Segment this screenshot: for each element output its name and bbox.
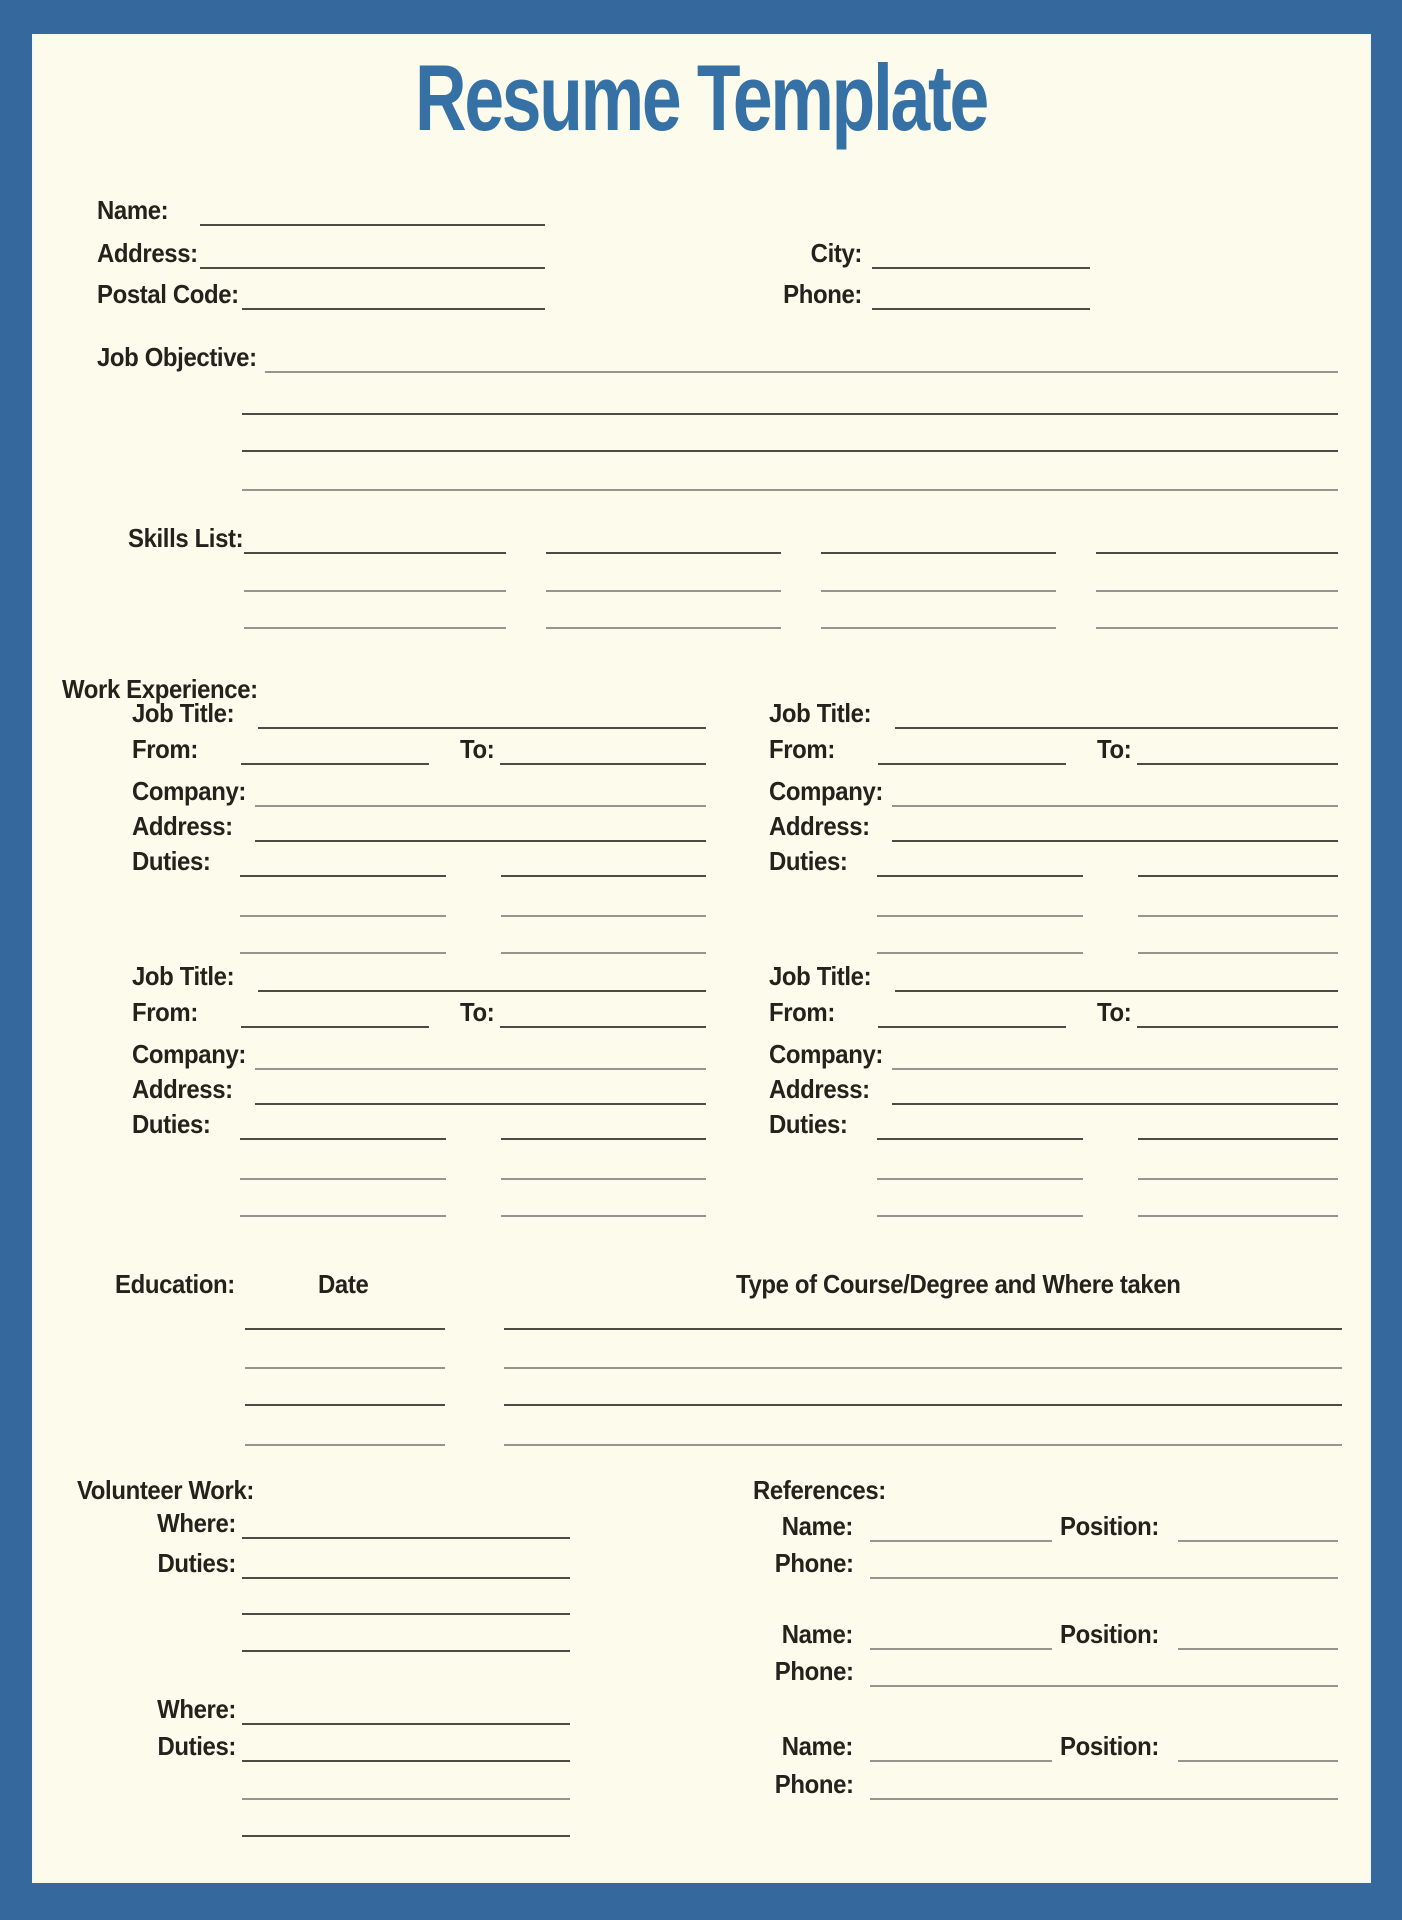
work-block-1-from-line[interactable]	[241, 763, 429, 765]
reference-1-phone-line[interactable]	[870, 1577, 1338, 1579]
name-label: Name:	[97, 195, 169, 225]
volunteer-work-heading: Volunteer Work:	[77, 1475, 254, 1505]
reference-3-name-label: Name:	[781, 1731, 853, 1761]
work-block-2-from-label: From:	[769, 734, 835, 764]
skills-line-r3c4[interactable]	[1096, 627, 1338, 629]
work-block-2-to-label: To:	[1097, 734, 1132, 764]
skills-line-r1c3[interactable]	[821, 552, 1056, 554]
work-block-2-company-line[interactable]	[892, 805, 1338, 807]
reference-2-phone-label: Phone:	[774, 1656, 854, 1686]
work-block-1-duties-line-r2c2[interactable]	[501, 915, 706, 917]
work-block-2-duties-line-r1c2[interactable]	[1138, 875, 1338, 877]
volunteer-2-duties-line-3[interactable]	[242, 1835, 570, 1837]
work-block-2-to-line[interactable]	[1137, 763, 1338, 765]
skills-line-r3c1[interactable]	[244, 627, 506, 629]
work-block-2-duties-line-r1c1[interactable]	[877, 875, 1083, 877]
volunteer-2-duties-label: Duties:	[157, 1731, 236, 1761]
reference-1-name-line[interactable]	[870, 1540, 1052, 1542]
job-objective-line-2[interactable]	[242, 413, 1338, 415]
work-block-3-duties-label: Duties:	[132, 1109, 211, 1139]
work-block-1-company-label: Company:	[132, 776, 247, 806]
job-objective-line-4[interactable]	[242, 489, 1338, 491]
work-block-1-address-line[interactable]	[255, 840, 706, 842]
work-block-4-duties-line-r2c1[interactable]	[877, 1178, 1083, 1180]
work-block-2-job-title-line[interactable]	[895, 727, 1338, 729]
reference-2-name-line[interactable]	[870, 1648, 1052, 1650]
work-block-4-duties-line-r1c1[interactable]	[877, 1138, 1083, 1140]
reference-1-position-label: Position:	[1060, 1511, 1160, 1541]
city-field-line[interactable]	[872, 267, 1090, 269]
reference-2-name-label: Name:	[781, 1619, 853, 1649]
skills-line-r3c3[interactable]	[821, 627, 1056, 629]
work-block-2-duties-line-r3c1[interactable]	[877, 952, 1083, 954]
work-block-2-from-line[interactable]	[878, 763, 1066, 765]
volunteer-1-where-line[interactable]	[242, 1537, 570, 1539]
volunteer-2-duties-line-2[interactable]	[242, 1798, 570, 1800]
volunteer-1-where-label: Where:	[157, 1508, 236, 1538]
phone-field-line[interactable]	[872, 308, 1090, 310]
volunteer-2-where-line[interactable]	[242, 1723, 570, 1725]
work-block-1-duties-label: Duties:	[132, 846, 211, 876]
skills-line-r1c4[interactable]	[1096, 552, 1338, 554]
reference-3-phone-label: Phone:	[774, 1769, 854, 1799]
work-block-4-job-title-label: Job Title:	[769, 961, 872, 991]
work-block-4-to-line[interactable]	[1137, 1026, 1338, 1028]
work-block-2-address-label: Address:	[769, 811, 870, 841]
name-field-line[interactable]	[200, 224, 545, 226]
volunteer-2-duties-line-1[interactable]	[242, 1760, 570, 1762]
work-block-4-duties-line-r2c2[interactable]	[1138, 1178, 1338, 1180]
work-block-3-duties-line-r1c2[interactable]	[501, 1138, 706, 1140]
reference-3-phone-line[interactable]	[870, 1798, 1338, 1800]
education-course-line-1[interactable]	[504, 1328, 1342, 1330]
address-label: Address:	[97, 238, 198, 268]
skills-line-r1c2[interactable]	[546, 552, 781, 554]
education-date-line-3[interactable]	[245, 1404, 445, 1406]
work-block-3-from-label: From:	[132, 997, 198, 1027]
education-course-line-3[interactable]	[504, 1404, 1342, 1406]
work-block-1-duties-line-r1c2[interactable]	[501, 875, 706, 877]
work-block-3-to-label: To:	[460, 997, 495, 1027]
education-date-line-4[interactable]	[245, 1444, 445, 1446]
work-block-4-company-line[interactable]	[892, 1068, 1338, 1070]
volunteer-1-duties-label: Duties:	[157, 1548, 236, 1578]
work-block-3-address-label: Address:	[132, 1074, 233, 1104]
skills-line-r3c2[interactable]	[546, 627, 781, 629]
work-experience-heading: Work Experience:	[62, 674, 258, 704]
work-block-2-address-line[interactable]	[892, 840, 1338, 842]
address-field-line[interactable]	[200, 267, 545, 269]
education-course-header: Type of Course/Degree and Where taken	[736, 1269, 1181, 1299]
reference-3-position-label: Position:	[1060, 1731, 1160, 1761]
reference-2-position-line[interactable]	[1178, 1648, 1338, 1650]
work-block-1-job-title-label: Job Title:	[132, 698, 235, 728]
postal-code-field-line[interactable]	[242, 308, 545, 310]
work-block-1-to-line[interactable]	[500, 763, 706, 765]
postal-code-label: Postal Code:	[97, 279, 239, 309]
work-block-1-duties-line-r1c1[interactable]	[240, 875, 446, 877]
work-block-4-from-line[interactable]	[878, 1026, 1066, 1028]
work-block-3-duties-line-r2c2[interactable]	[501, 1178, 706, 1180]
volunteer-2-where-label: Where:	[157, 1694, 236, 1724]
work-block-4-address-label: Address:	[769, 1074, 870, 1104]
volunteer-1-duties-line-1[interactable]	[242, 1577, 570, 1579]
skills-line-r2c3[interactable]	[821, 590, 1056, 592]
work-block-2-duties-line-r2c2[interactable]	[1138, 915, 1338, 917]
work-block-4-duties-label: Duties:	[769, 1109, 848, 1139]
reference-1-position-line[interactable]	[1178, 1540, 1338, 1542]
reference-1-phone-label: Phone:	[774, 1548, 854, 1578]
skills-line-r2c1[interactable]	[244, 590, 506, 592]
work-block-1-job-title-line[interactable]	[258, 727, 706, 729]
education-date-header: Date	[318, 1269, 369, 1299]
work-block-2-duties-line-r2c1[interactable]	[877, 915, 1083, 917]
volunteer-1-duties-line-3[interactable]	[242, 1650, 570, 1652]
work-block-4-job-title-line[interactable]	[895, 990, 1338, 992]
skills-line-r2c4[interactable]	[1096, 590, 1338, 592]
work-block-3-duties-line-r3c2[interactable]	[501, 1215, 706, 1217]
work-block-3-job-title-line[interactable]	[258, 990, 706, 992]
references-heading: References:	[753, 1475, 886, 1505]
work-block-3-job-title-label: Job Title:	[132, 961, 235, 991]
skills-list-label: Skills List:	[128, 523, 244, 553]
work-block-3-duties-line-r3c1[interactable]	[240, 1215, 446, 1217]
work-block-1-duties-line-r2c1[interactable]	[240, 915, 446, 917]
education-date-line-1[interactable]	[245, 1328, 445, 1330]
city-label: City:	[810, 238, 862, 268]
work-block-3-company-line[interactable]	[255, 1068, 706, 1070]
reference-3-position-line[interactable]	[1178, 1760, 1338, 1762]
page-title: Resume Template	[415, 45, 987, 150]
education-heading: Education:	[115, 1269, 235, 1299]
education-course-line-2[interactable]	[504, 1367, 1342, 1369]
work-block-4-duties-line-r1c2[interactable]	[1138, 1138, 1338, 1140]
phone-label: Phone:	[783, 279, 862, 309]
reference-2-phone-line[interactable]	[870, 1685, 1338, 1687]
work-block-1-company-line[interactable]	[255, 805, 706, 807]
work-block-3-duties-line-r1c1[interactable]	[240, 1138, 446, 1140]
reference-3-name-line[interactable]	[870, 1760, 1052, 1762]
education-course-line-4[interactable]	[504, 1444, 1342, 1446]
work-block-4-company-label: Company:	[769, 1039, 884, 1069]
work-block-2-job-title-label: Job Title:	[769, 698, 872, 728]
reference-2-position-label: Position:	[1060, 1619, 1160, 1649]
volunteer-1-duties-line-2[interactable]	[242, 1613, 570, 1615]
work-block-1-address-label: Address:	[132, 811, 233, 841]
work-block-3-duties-line-r2c1[interactable]	[240, 1178, 446, 1180]
work-block-3-to-line[interactable]	[500, 1026, 706, 1028]
work-block-4-to-label: To:	[1097, 997, 1132, 1027]
skills-line-r2c2[interactable]	[546, 590, 781, 592]
job-objective-line-1[interactable]	[265, 371, 1338, 373]
work-block-1-from-label: From:	[132, 734, 198, 764]
work-block-3-from-line[interactable]	[241, 1026, 429, 1028]
work-block-1-duties-line-r3c2[interactable]	[501, 952, 706, 954]
work-block-4-from-label: From:	[769, 997, 835, 1027]
paper-sheet	[32, 34, 1371, 1883]
work-block-2-company-label: Company:	[769, 776, 884, 806]
work-block-4-duties-line-r3c2[interactable]	[1138, 1215, 1338, 1217]
job-objective-line-3[interactable]	[242, 450, 1338, 452]
work-block-2-duties-label: Duties:	[769, 846, 848, 876]
work-block-4-address-line[interactable]	[892, 1103, 1338, 1105]
work-block-1-duties-line-r3c1[interactable]	[240, 952, 446, 954]
skills-line-r1c1[interactable]	[244, 552, 506, 554]
work-block-3-address-line[interactable]	[255, 1103, 706, 1105]
work-block-2-duties-line-r3c2[interactable]	[1138, 952, 1338, 954]
reference-1-name-label: Name:	[781, 1511, 853, 1541]
work-block-1-to-label: To:	[460, 734, 495, 764]
education-date-line-2[interactable]	[245, 1367, 445, 1369]
job-objective-label: Job Objective:	[97, 342, 257, 372]
work-block-3-company-label: Company:	[132, 1039, 247, 1069]
work-block-4-duties-line-r3c1[interactable]	[877, 1215, 1083, 1217]
